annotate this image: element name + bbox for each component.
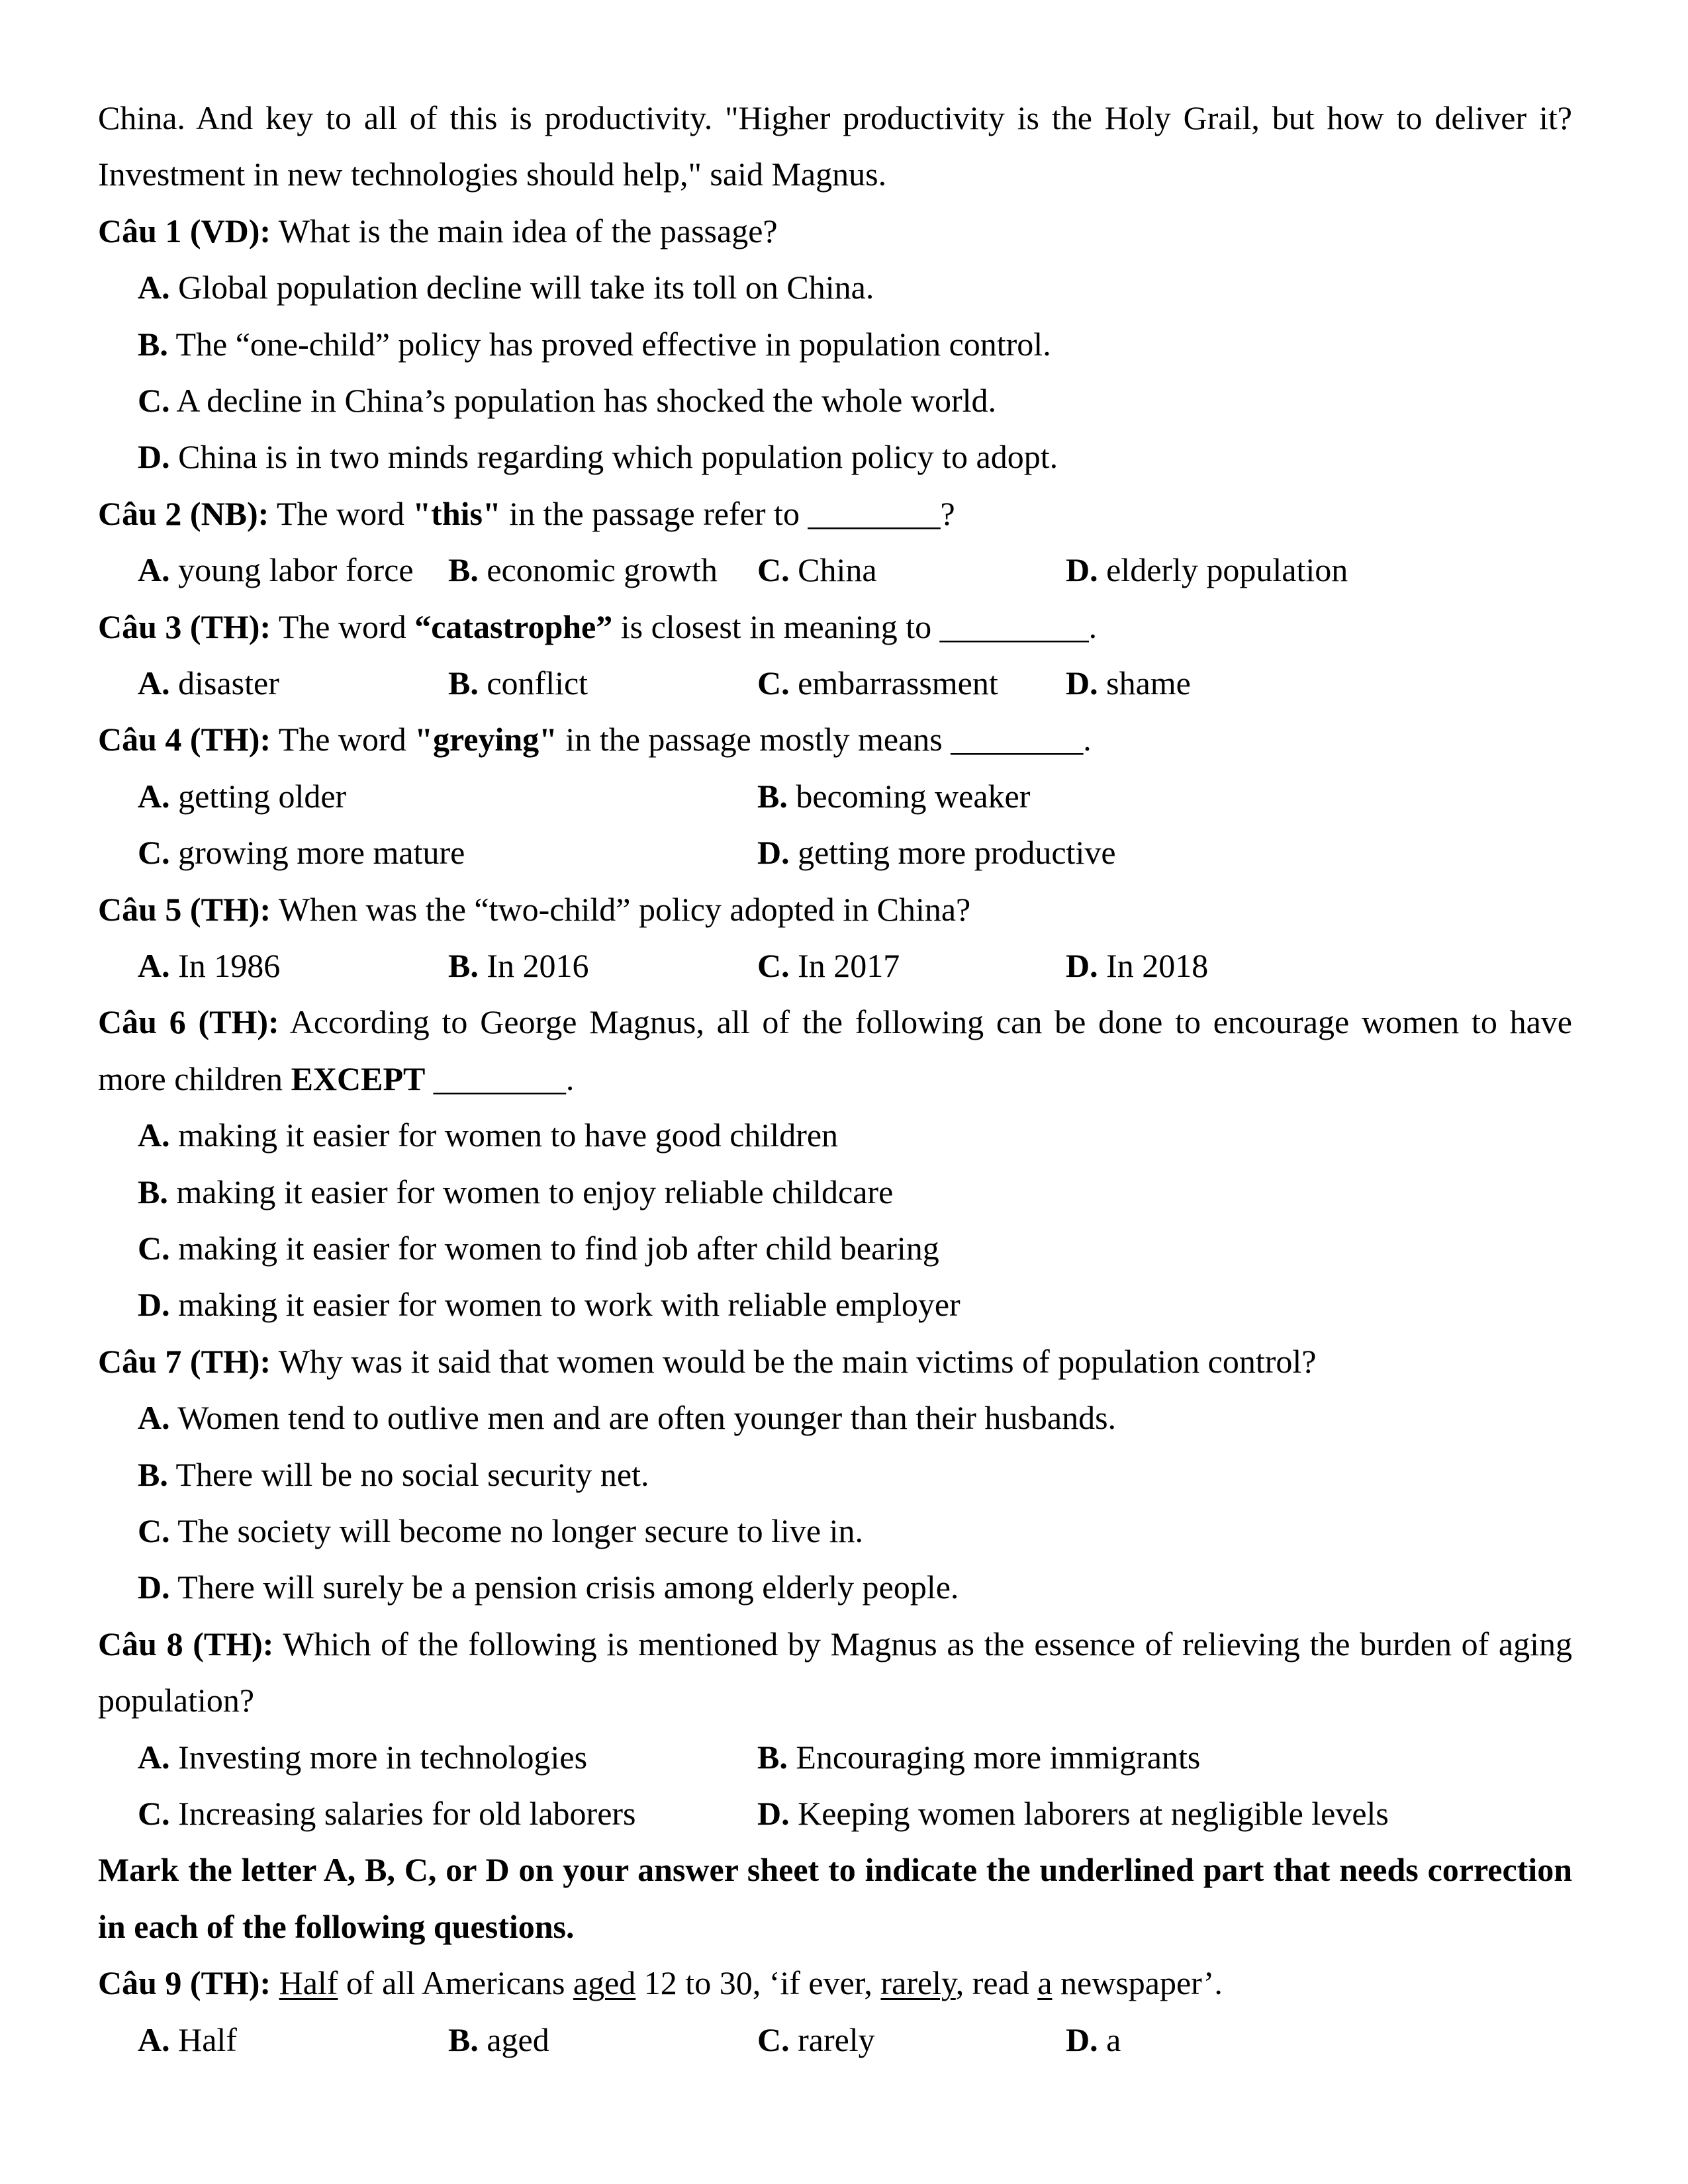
option-text: growing more mature — [169, 834, 465, 872]
option-row — [98, 1729, 1572, 1786]
question-label: Câu 6 (TH): — [98, 1003, 279, 1041]
underlined-part: Half — [279, 1964, 338, 2002]
option-row — [98, 825, 1572, 881]
option-letter: C. — [138, 834, 170, 872]
option-text: In 1986 — [169, 946, 281, 984]
answer-option-d — [1066, 938, 1208, 994]
option-text: There will surely be a pension crisis among elderly people. — [169, 1569, 959, 1606]
stem-text: Which of the following is mentioned by Magnus as the essence of relieving the burden of aging population? — [98, 1625, 1573, 1719]
stem-text: "this" — [412, 494, 501, 532]
stem-text: of all Americans — [338, 1964, 573, 2002]
option-row — [98, 1390, 1572, 1446]
option-letter: D. — [757, 834, 790, 872]
answer-option-b — [138, 326, 1051, 363]
option-row — [98, 316, 1572, 373]
question-label: Câu 8 (TH): — [98, 1625, 274, 1662]
answer-option-c — [757, 938, 900, 994]
option-text: becoming weaker — [787, 777, 1031, 815]
option-row — [98, 1164, 1572, 1220]
option-text: young labor force — [169, 551, 414, 589]
option-text: a — [1098, 2021, 1121, 2058]
option-text: Global population decline will take its toll on China. — [169, 269, 874, 306]
question-stem — [98, 1955, 1572, 2011]
stem-text: is closest in meaning to _________. — [612, 608, 1098, 645]
option-row — [98, 1107, 1572, 1163]
answer-option-b — [448, 542, 718, 598]
question-stem — [98, 203, 1572, 259]
option-letter: C. — [757, 2021, 790, 2058]
option-letter: B. — [448, 946, 479, 984]
option-row — [98, 938, 1572, 994]
option-row — [98, 655, 1572, 711]
option-text: rarely — [789, 2021, 875, 2058]
option-text: Women tend to outlive men and are often younger than their husbands. — [169, 1399, 1117, 1437]
question-stem — [98, 599, 1572, 655]
option-letter: D. — [1066, 2021, 1098, 2058]
underlined-part: rarely — [880, 1964, 956, 2002]
option-text: In 2016 — [478, 946, 589, 984]
stem-text: What is the main idea of the passage? — [271, 212, 778, 250]
answer-option-a — [138, 269, 874, 306]
answer-option-a — [138, 1116, 838, 1154]
option-row — [98, 373, 1572, 429]
stem-text: "greying" — [414, 721, 557, 758]
option-row — [98, 1503, 1572, 1559]
stem-text: in the passage refer to ________? — [500, 494, 955, 532]
stem-text: ________. — [425, 1060, 575, 1097]
answer-option-d — [757, 825, 1116, 881]
section-instruction: Mark the letter A, B, C, or D on your answer sheet to indicate the underlined part that needs correction in each of the following questions. — [98, 1851, 1572, 1945]
option-letter: B. — [138, 1173, 168, 1210]
option-letter: D. — [1066, 551, 1098, 589]
option-letter: D. — [138, 438, 170, 476]
question-stem — [98, 882, 1572, 938]
stem-text: , read — [955, 1964, 1038, 2002]
underlined-part: a — [1037, 1964, 1053, 2002]
question-stem — [98, 711, 1572, 768]
option-letter: B. — [757, 1738, 788, 1776]
question-stem — [98, 486, 1572, 542]
option-letter: A. — [138, 551, 170, 589]
option-letter: A. — [138, 1116, 170, 1154]
question-label: Câu 9 (TH): — [98, 1964, 271, 2002]
option-text: China — [789, 551, 877, 589]
answer-option-a — [138, 542, 414, 598]
answer-option-c — [757, 542, 877, 598]
answer-option-d — [1066, 2012, 1121, 2068]
option-text: In 2018 — [1098, 946, 1209, 984]
option-text: getting more productive — [789, 834, 1116, 872]
answer-option-d — [1066, 655, 1191, 711]
answer-option-d — [138, 1569, 959, 1606]
option-letter: A. — [138, 2021, 170, 2058]
option-row — [98, 1277, 1572, 1333]
option-letter: A. — [138, 1738, 170, 1776]
option-letter: D. — [757, 1794, 790, 1832]
option-row — [98, 1559, 1572, 1615]
stem-text: 12 to 30, ‘if ever, — [635, 1964, 881, 2002]
answer-option-c — [757, 655, 998, 711]
option-letter: A. — [138, 269, 170, 306]
question-label: Câu 3 (TH): — [98, 608, 271, 645]
answer-option-d — [1066, 542, 1348, 598]
underlined-part: aged — [573, 1964, 636, 2002]
answer-option-c — [138, 1786, 636, 1842]
answer-option-a — [138, 768, 346, 825]
option-text: Encouraging more immigrants — [787, 1738, 1201, 1776]
passage-ending: China. And key to all of this is productivity. "Higher productivity is the Holy Grail, but how to deliver it? Investment in new technologies should help," said Magnus. — [98, 99, 1572, 193]
option-text: making it easier for women to have good children — [169, 1116, 839, 1154]
option-row — [98, 1786, 1572, 1842]
option-text: economic growth — [478, 551, 718, 589]
option-text: The “one-child” policy has proved effective in population control. — [167, 325, 1051, 363]
option-letter: B. — [448, 664, 479, 702]
answer-option-c — [138, 1512, 863, 1549]
option-text: Half — [169, 2021, 237, 2058]
option-letter: C. — [138, 382, 170, 419]
option-row — [98, 429, 1572, 485]
answer-option-b — [448, 938, 589, 994]
option-letter: C. — [138, 1512, 170, 1549]
stem-text: EXCEPT — [291, 1060, 426, 1097]
option-letter: D. — [1066, 664, 1098, 702]
option-row — [98, 1447, 1572, 1503]
option-text: disaster — [169, 664, 279, 702]
question-label: Câu 2 (NB): — [98, 494, 269, 532]
question-label: Câu 4 (TH): — [98, 721, 271, 758]
option-letter: A. — [138, 777, 170, 815]
option-row — [98, 542, 1572, 598]
option-text: Keeping women laborers at negligible levels — [789, 1794, 1389, 1832]
option-row — [98, 768, 1572, 825]
stem-text: newspaper’. — [1052, 1964, 1223, 2002]
answer-option-b — [757, 768, 1030, 825]
question-label: Câu 7 (TH): — [98, 1342, 271, 1380]
option-letter: C. — [138, 1794, 170, 1832]
option-text: Investing more in technologies — [169, 1738, 588, 1776]
stem-text: Why was it said that women would be the main victims of population control? — [271, 1342, 1317, 1380]
question-stem — [98, 1616, 1572, 1729]
stem-text: The word — [271, 608, 415, 645]
answer-option-b — [138, 1173, 893, 1210]
document-page — [98, 90, 1572, 2068]
option-letter: A. — [138, 664, 170, 702]
stem-text: The word — [271, 721, 415, 758]
option-text: embarrassment — [789, 664, 998, 702]
option-row — [98, 1220, 1572, 1277]
option-row — [98, 259, 1572, 316]
option-letter: A. — [138, 946, 170, 984]
answer-option-c — [138, 825, 465, 881]
option-letter: A. — [138, 1399, 170, 1437]
answer-option-b — [138, 1456, 649, 1493]
option-text: making it easier for women to work with reliable employer — [169, 1286, 961, 1324]
answer-option-a — [138, 1399, 1116, 1436]
stem-text: When was the “two-child” policy adopted in China? — [271, 890, 971, 928]
option-letter: C. — [757, 946, 790, 984]
option-text: elderly population — [1098, 551, 1348, 589]
option-text: making it easier for women to enjoy reliable childcare — [167, 1173, 894, 1210]
option-letter: D. — [1066, 946, 1098, 984]
option-letter: C. — [757, 551, 790, 589]
option-text: shame — [1098, 664, 1191, 702]
answer-option-c — [138, 1230, 939, 1267]
stem-text — [271, 1964, 279, 2001]
question-stem — [98, 994, 1572, 1107]
option-text: There will be no social security net. — [167, 1455, 649, 1493]
option-text: aged — [478, 2021, 549, 2058]
option-text: A decline in China’s population has shocked the whole world. — [169, 382, 997, 419]
option-text: China is in two minds regarding which population policy to adopt. — [169, 438, 1058, 476]
answer-option-a — [138, 655, 279, 711]
answer-option-d — [138, 1286, 961, 1323]
question-label: Câu 5 (TH): — [98, 890, 271, 928]
option-text: making it easier for women to find job after child bearing — [169, 1229, 939, 1267]
answer-option-d — [138, 438, 1058, 475]
answer-option-b — [757, 1729, 1200, 1786]
option-text: Increasing salaries for old laborers — [169, 1794, 636, 1832]
option-text: getting older — [169, 777, 347, 815]
answer-option-a — [138, 2012, 237, 2068]
option-letter: B. — [138, 1455, 168, 1493]
option-text: In 2017 — [789, 946, 900, 984]
question-stem — [98, 1334, 1572, 1390]
answer-option-c — [757, 2012, 875, 2068]
answer-option-d — [757, 1786, 1389, 1842]
answer-option-b — [448, 2012, 549, 2068]
answer-option-b — [448, 655, 588, 711]
option-letter: B. — [757, 777, 788, 815]
option-text: The society will become no longer secure to live in. — [169, 1512, 863, 1549]
option-text: conflict — [478, 664, 588, 702]
question-label: Câu 1 (VD): — [98, 212, 271, 250]
answer-option-a — [138, 938, 280, 994]
option-letter: C. — [757, 664, 790, 702]
stem-text: The word — [269, 494, 413, 532]
option-letter: B. — [448, 2021, 479, 2058]
option-letter: B. — [138, 325, 168, 363]
option-letter: C. — [138, 1229, 170, 1267]
option-letter: B. — [448, 551, 479, 589]
option-letter: D. — [138, 1569, 170, 1606]
answer-option-a — [138, 1729, 587, 1786]
answer-option-c — [138, 382, 996, 419]
stem-text: “catastrophe” — [414, 608, 613, 645]
stem-text: in the passage mostly means ________. — [557, 721, 1092, 758]
option-row — [98, 2012, 1572, 2068]
option-letter: D. — [138, 1286, 170, 1324]
stem-text: According to George Magnus, all of the following can be done to encourage women to have more children — [98, 1003, 1572, 1097]
